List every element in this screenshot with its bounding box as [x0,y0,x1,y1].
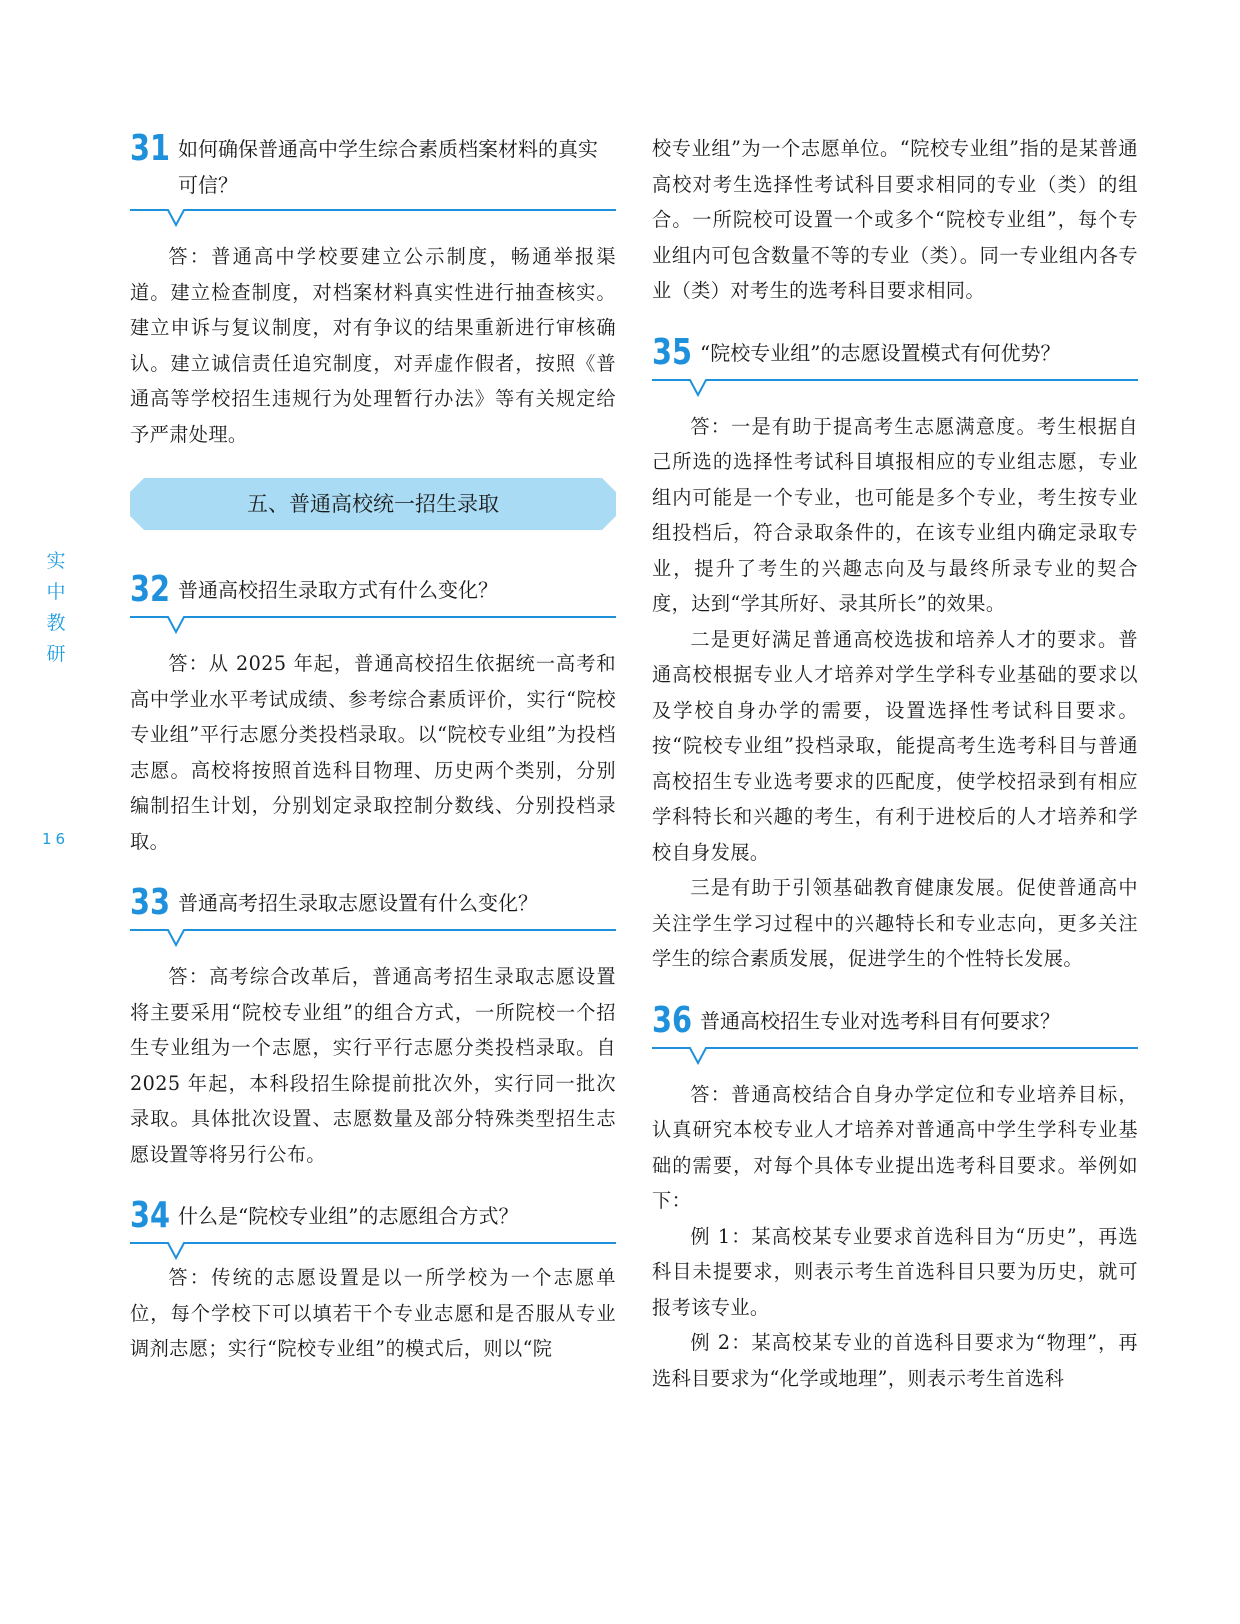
side-label-char: 中 [46,581,66,603]
question-number: 34 [130,1195,171,1236]
answer-paragraph: 例 1：某高校某专业要求首选科目为“历史”，再选科目未提要求，则表示考生首选科目只要为历史，就可报考该专业。 [652,1224,1138,1319]
question-32 [130,569,616,859]
question-35 [652,331,1138,977]
question-divider [130,929,616,947]
section-title: 五、普通高校统一招生录取 [247,492,499,516]
question-number: 31 [130,128,171,169]
question-divider [652,379,1138,397]
side-label-char: 研 [46,643,66,665]
question-34-continued [652,131,1138,309]
question-title: 普通高校招生专业对选考科目有何要求？ [700,1008,1060,1033]
question-title: 普通高校招生录取方式有什么变化？ [178,578,498,602]
answer-paragraph: 答：普通高校结合自身办学定位和专业培养目标，认真研究本校专业人才培养对普通高中学生学科专业基础的需要，对每个具体专业提出选考科目要求。举例如下： [652,1082,1138,1212]
answer-paragraph: 二是更好满足普通高校选拔和培养人才的要求。普通高校根据专业人才培养对学生学科专业基础的要求以及学校自身办学的需要，设置选择性考试科目要求。按“院校专业组”投档录取，能提高考生选考科目与普通高校招生专业选考要求的匹配度，使学校招录到有相应学科特长和兴趣的考生，有利于进校后的人才培养和学校自身发展。 [652,627,1138,864]
question-number: 35 [652,331,693,373]
answer-text: 校专业组”为一个志愿单位。“院校专业组”指的是某普通高校对考生选择性考试科目要求相同的专业（类）的组合。一所院校可设置一个或多个“院校专业组”，每个专业组内可包含数量不等的专业（类）。同一专业组内各专业（类）对考生的选考科目要求相同。 [652,137,1138,302]
question-31 [130,128,616,452]
answer-text: 答：普通高中学校要建立公示制度，畅通举报渠道。建立检查制度，对档案材料真实性进行抽查核实。建立申诉与复议制度，对有争议的结果重新进行审核确认。建立诚信责任追究制度，对弄虚作假者，按照《普通高等学校招生违规行为处理暂行办法》等有关规定给予严肃处理。 [130,245,616,446]
answer-text: 答：传统的志愿设置是以一所学校为一个志愿单位，每个学校下可以填若干个专业志愿和是否服从专业调剂志愿；实行“院校专业组”的模式后，则以“院 [130,1266,616,1360]
question-title: 普通高考招生录取志愿设置有什么变化？ [178,891,538,915]
answer-text: 答：从 2025 年起，普通高校招生依据统一高考和高中学业水平考试成绩、参考综合素质评价，实行“院校专业组”平行志愿分类投档录取。以“院校专业组”为投档志愿。高校将按照首选科目物理、历史两个类别，分别编制招生计划，分别划定录取控制分数线、分别投档录取。 [130,652,616,853]
side-column-label [44,546,68,670]
question-number: 33 [130,882,171,923]
page-number: 16 [42,830,70,848]
answer-paragraph: 例 2：某高校某专业的首选科目要求为“物理”，再选科目要求为“化学或地理”，则表示考生首选科 [652,1331,1138,1390]
answer-text: 答：高考综合改革后，普通高考招生录取志愿设置将主要采用“院校专业组”的组合方式，一所院校一个招生专业组为一个志愿，实行平行志愿分类投档录取。自 2025 年起，本科段招生除提前批次外，实行同一批次录取。具体批次设置、志愿数量及部分特殊类型招生志愿设置等将另行公布。 [130,965,616,1166]
question-divider [130,209,616,227]
question-36 [652,999,1138,1397]
answer-paragraph: 三是有助于引领基础教育健康发展。促使普通高中关注学生学习过程中的兴趣特长和专业志向，更多关注学生的综合素质发展，促进学生的个性特长发展。 [652,876,1138,970]
question-title: 如何确保普通高中学生综合素质档案材料的真实可信？ [178,137,598,197]
question-33 [130,882,616,1172]
question-divider [130,1242,616,1260]
question-title: “院校专业组”的志愿设置模式有何优势？ [700,340,1061,365]
right-column [652,131,1138,1422]
question-number: 32 [130,569,171,610]
side-label-char: 教 [46,612,66,634]
side-label-char: 实 [46,550,66,572]
left-column [130,128,616,1393]
question-title: 什么是“院校专业组”的志愿组合方式？ [178,1204,519,1228]
question-divider [652,1047,1138,1065]
question-34 [130,1195,616,1367]
question-number: 36 [652,999,693,1041]
answer-paragraph: 答：一是有助于提高考生志愿满意度。考生根据自己所选的选择性考试科目填报相应的专业组志愿，专业组内可能是一个专业，也可能是多个专业，考生按专业组投档后，符合录取条件的，在该专业组内确定录取专业，提升了考生的兴趣志向及与最终所录专业的契合度，达到“学其所好、录其所长”的效果。 [652,414,1138,615]
section-banner [130,478,616,530]
question-divider [130,616,616,634]
